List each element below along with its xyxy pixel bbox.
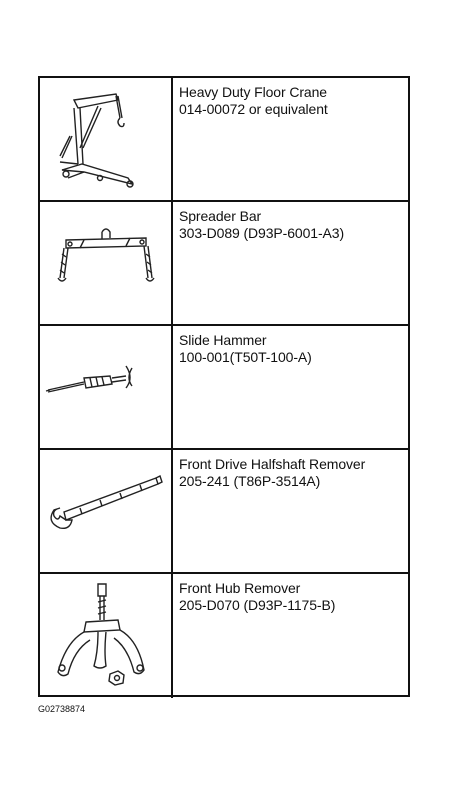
tool-name: Heavy Duty Floor Crane (179, 84, 327, 100)
halfshaft-remover-icon (40, 450, 171, 572)
figure-id: G02738874 (38, 704, 86, 714)
tool-text-cell (179, 332, 405, 366)
tool-row-slide-hammer (40, 326, 408, 450)
tool-image-cell (40, 78, 173, 200)
tool-text-cell (179, 580, 405, 614)
tool-text-cell (179, 456, 405, 490)
tool-text-cell (179, 84, 405, 118)
spreader-bar-icon (40, 202, 171, 324)
tool-name: Front Drive Halfshaft Remover (179, 456, 366, 472)
tool-image-cell (40, 326, 173, 448)
tool-part-number: 303-D089 (D93P-6001-A3) (179, 225, 345, 241)
tool-part-number: 205-D070 (D93P-1175-B) (179, 597, 336, 613)
tool-name: Spreader Bar (179, 208, 262, 224)
tool-row-hub-remover (40, 574, 408, 698)
tool-name: Slide Hammer (179, 332, 267, 348)
tool-row-halfshaft-remover (40, 450, 408, 574)
special-tools-table (38, 76, 410, 697)
tool-name: Front Hub Remover (179, 580, 301, 596)
hub-remover-icon (40, 574, 171, 696)
tool-image-cell (40, 202, 173, 324)
tool-text-cell (179, 208, 405, 242)
tool-image-cell (40, 450, 173, 572)
tool-part-number: 100-001(T50T-100-A) (179, 349, 312, 365)
tool-row-floor-crane (40, 78, 408, 202)
tool-row-spreader-bar (40, 202, 408, 326)
tool-part-number: 014-00072 or equivalent (179, 101, 328, 117)
tool-image-cell (40, 574, 173, 698)
tool-part-number: 205-241 (T86P-3514A) (179, 473, 321, 489)
floor-crane-icon (40, 78, 171, 200)
slide-hammer-icon (40, 326, 171, 448)
